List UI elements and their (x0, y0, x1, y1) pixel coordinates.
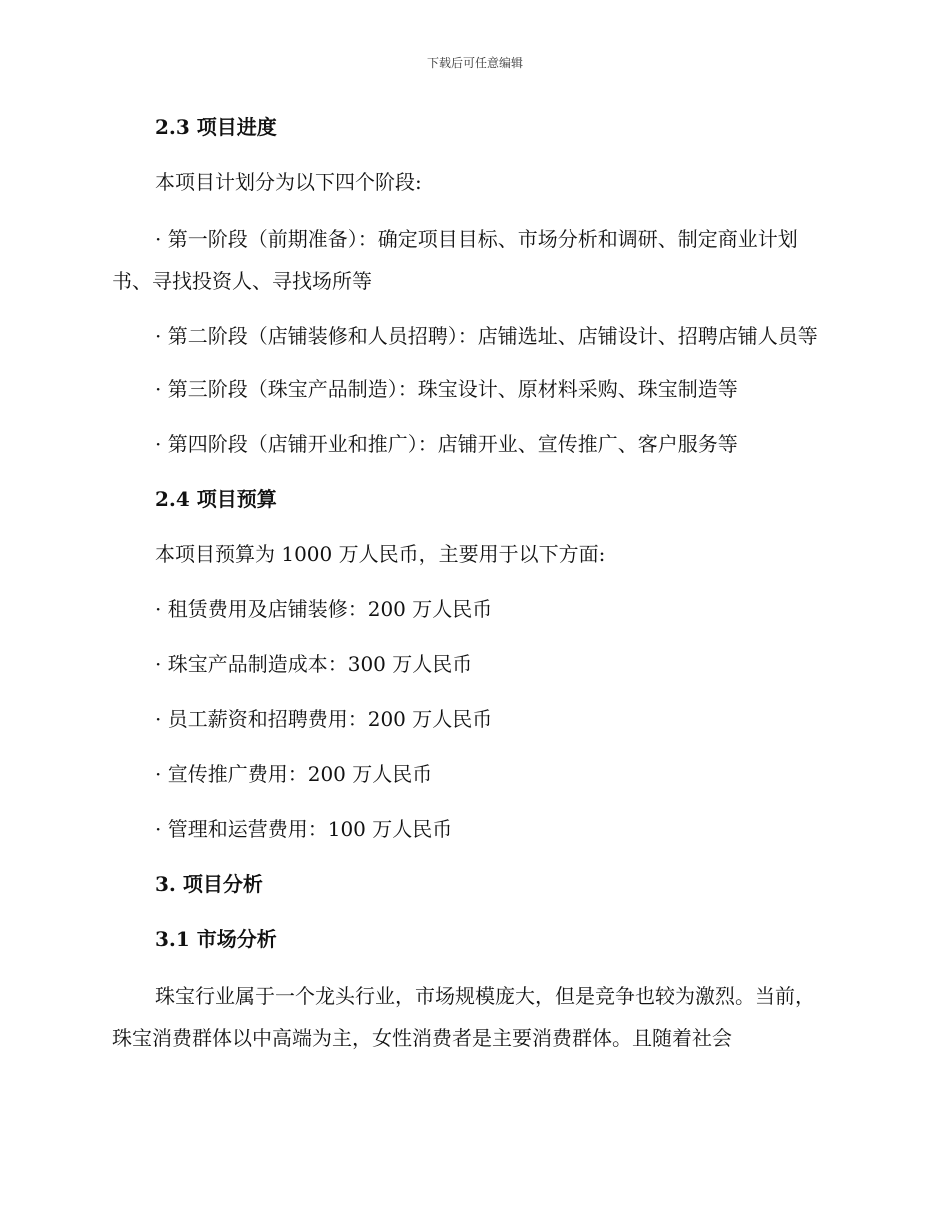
section-heading-progress: 2.3 项目进度 (155, 115, 277, 139)
section-heading-analysis: 3. 项目分析 (155, 872, 263, 896)
progress-intro: 本项目计划分为以下四个阶段: (155, 170, 422, 194)
section-heading-budget: 2.4 项目预算 (155, 487, 277, 511)
progress-item-3: · 第三阶段（珠宝产品制造）：珠宝设计、原材料采购、珠宝制造等 (155, 377, 738, 401)
budget-item-1: · 租赁费用及店铺装修：200 万人民币 (155, 597, 493, 621)
market-paragraph: 珠宝行业属于一个龙头行业，市场规模庞大，但是竞争也较为激烈。当前，珠宝消费群体以中高端为主，女性消费者是主要消费群体。且随着社会 (112, 984, 815, 1050)
budget-item-4: · 宣传推广费用：200 万人民币 (155, 762, 433, 786)
budget-item-2: · 珠宝产品制造成本：300 万人民币 (155, 652, 473, 676)
page-header: 下载后可任意编辑 (426, 56, 523, 70)
progress-item-1: · 第一阶段（前期准备）：确定项目目标、市场分析和调研、制定商业计划书、寻找投资人、寻找场所等 (112, 227, 798, 293)
progress-item-4: · 第四阶段（店铺开业和推广）：店铺开业、宣传推广、客户服务等 (155, 432, 738, 456)
budget-item-5: · 管理和运营费用：100 万人民币 (155, 817, 453, 841)
document-body (112, 108, 832, 1072)
progress-item-2: · 第二阶段（店铺装修和人员招聘）：店铺选址、店铺设计、招聘店铺人员等 (155, 324, 818, 348)
section-heading-market: 3.1 市场分析 (155, 927, 277, 951)
budget-intro: 本项目预算为 1000 万人民币，主要用于以下方面: (155, 542, 606, 566)
budget-item-3: · 员工薪资和招聘费用：200 万人民币 (155, 707, 493, 731)
